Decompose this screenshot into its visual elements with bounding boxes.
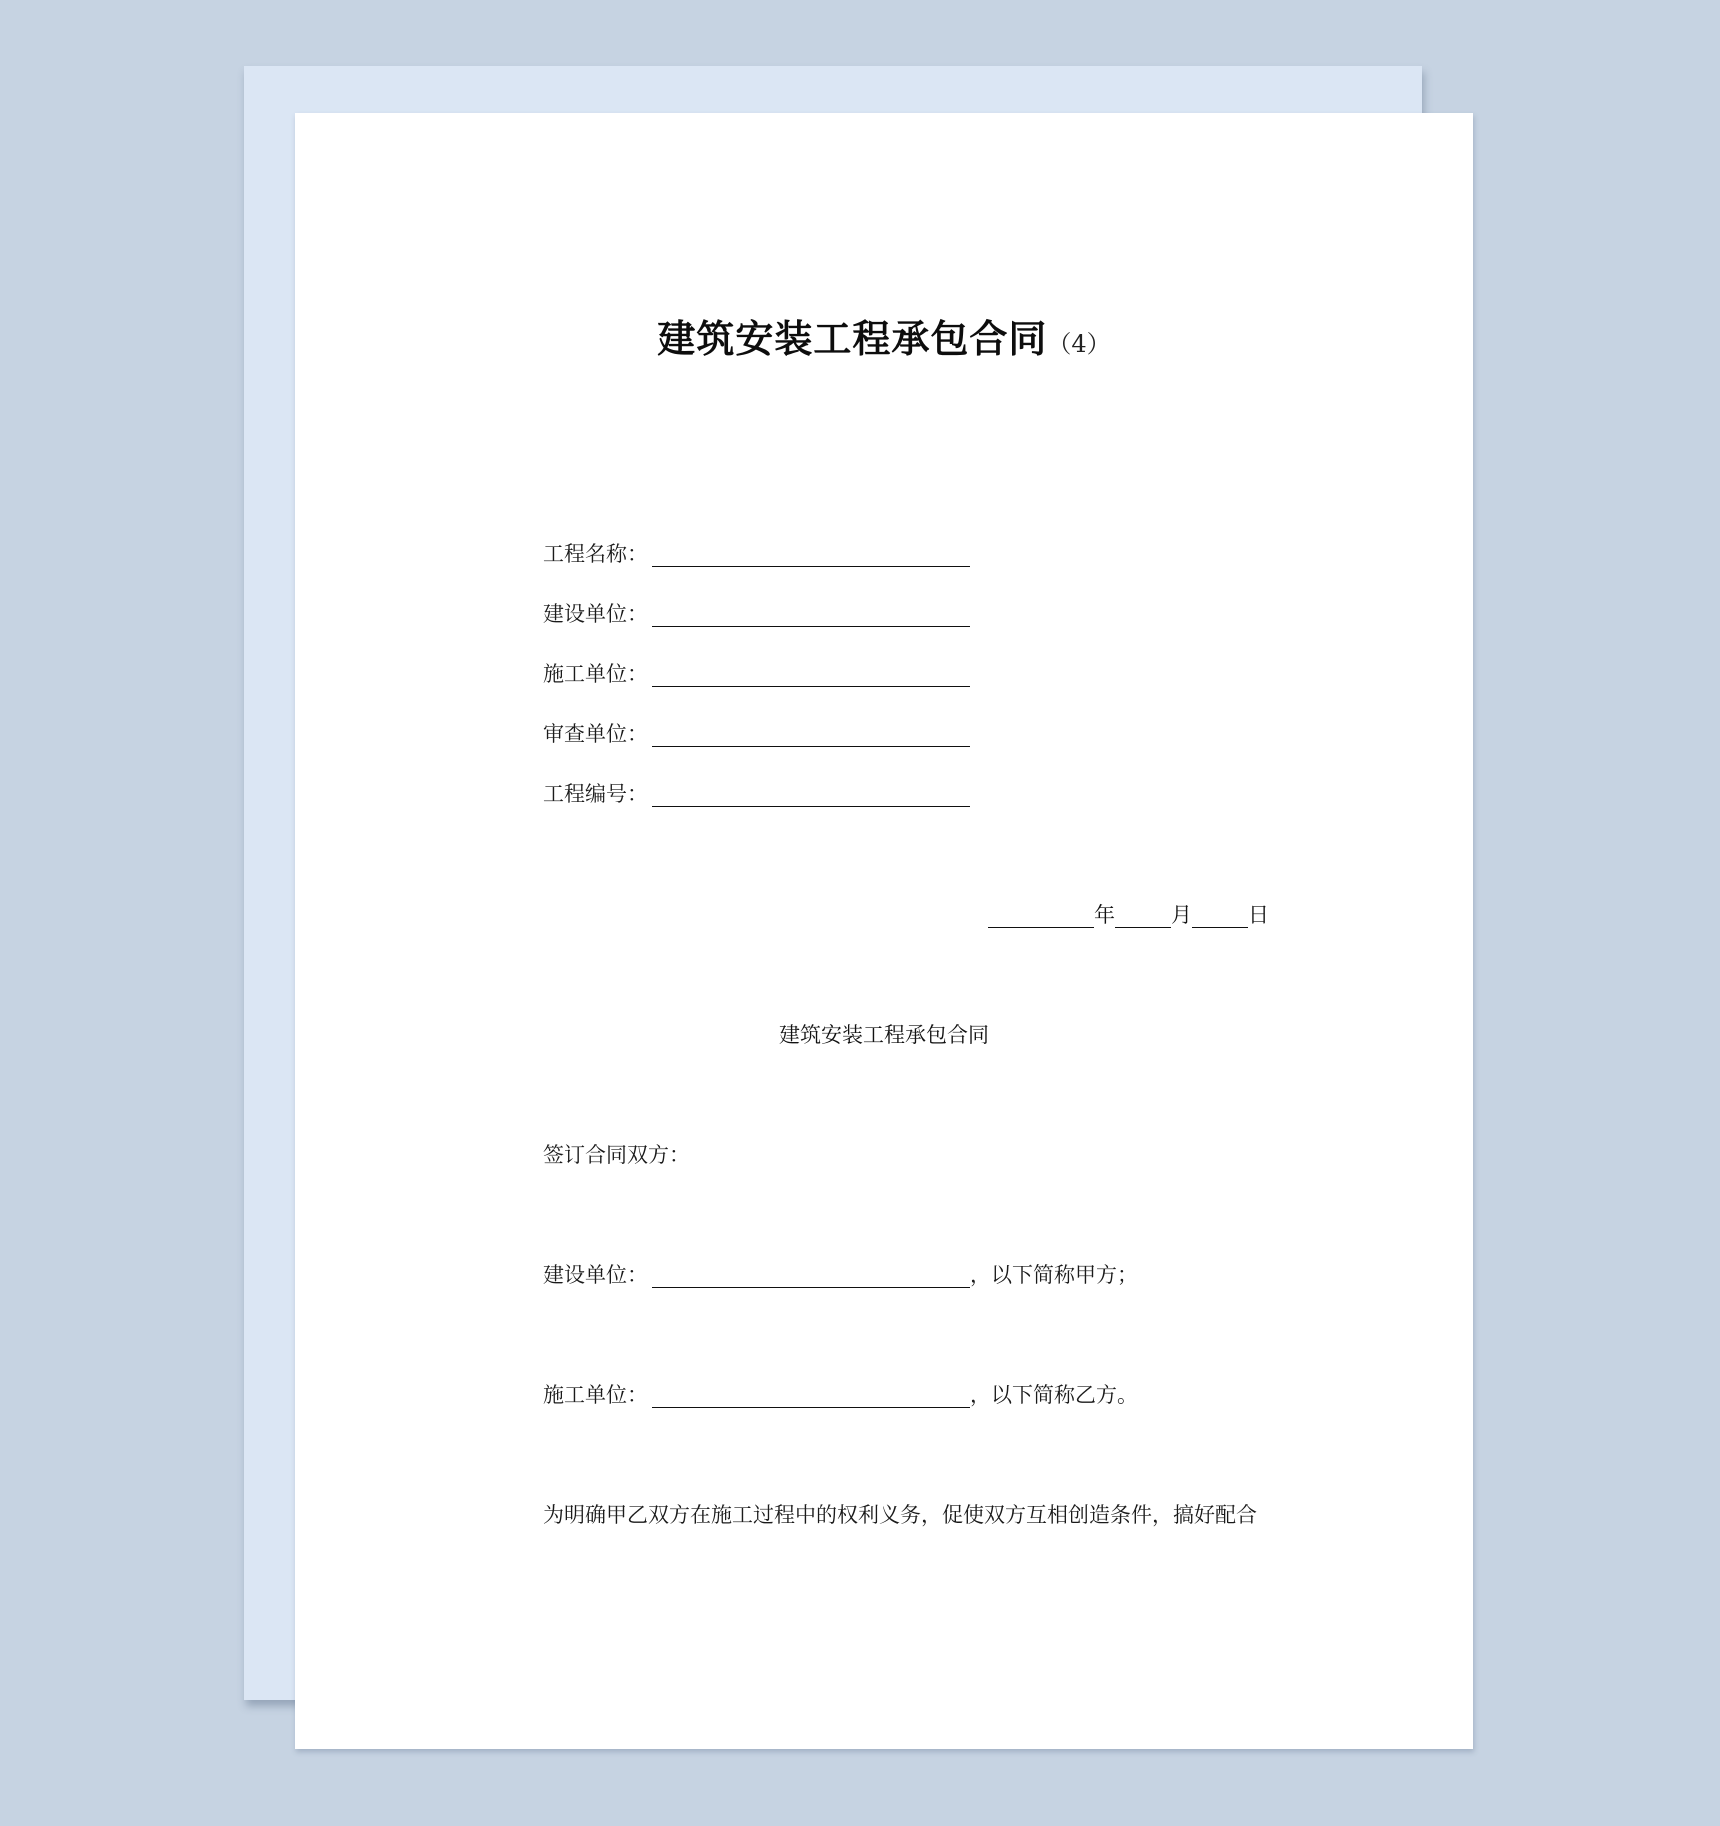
fill-in-blank [652,1387,970,1408]
field-label: 建设单位： [543,602,648,626]
document-title [295,308,1473,363]
party-a-line [543,1259,1138,1289]
field-construction-unit [543,598,970,628]
fill-in-blank [652,606,970,627]
year-blank [988,907,1094,928]
fill-in-blank [652,666,970,687]
party-a-label: 建设单位： [543,1263,648,1287]
document-page [295,113,1473,1749]
title-suffix: （4） [1047,330,1111,358]
fill-in-blank [652,726,970,747]
day-label: 日 [1248,903,1269,927]
day-blank [1192,907,1248,928]
month-blank [1115,907,1171,928]
contract-subtitle: 建筑安装工程承包合同 [779,1023,989,1047]
field-project-name [543,538,970,568]
fill-in-blank [652,786,970,807]
field-label: 工程编号： [543,782,648,806]
field-project-number [543,778,970,808]
party-b-label: 施工单位： [543,1383,648,1407]
field-contractor-unit [543,658,970,688]
party-b-line [543,1379,1138,1409]
parties-heading: 签订合同双方： [543,1143,690,1167]
field-label: 审查单位： [543,722,648,746]
title-text: 建筑安装工程承包合同 [657,317,1048,361]
intro-paragraph: 为明确甲乙双方在施工过程中的权利义务，促使双方互相创造条件，搞好配合 [543,1503,1257,1527]
year-label: 年 [1094,903,1115,927]
field-review-unit [543,718,970,748]
fill-in-blank [652,1267,970,1288]
party-b-suffix: ，以下简称乙方。 [970,1383,1138,1407]
month-label: 月 [1171,903,1192,927]
party-a-suffix: ，以下简称甲方； [970,1263,1138,1287]
field-label: 施工单位： [543,662,648,686]
date-line [988,899,1269,929]
field-label: 工程名称： [543,542,648,566]
fill-in-blank [652,546,970,567]
